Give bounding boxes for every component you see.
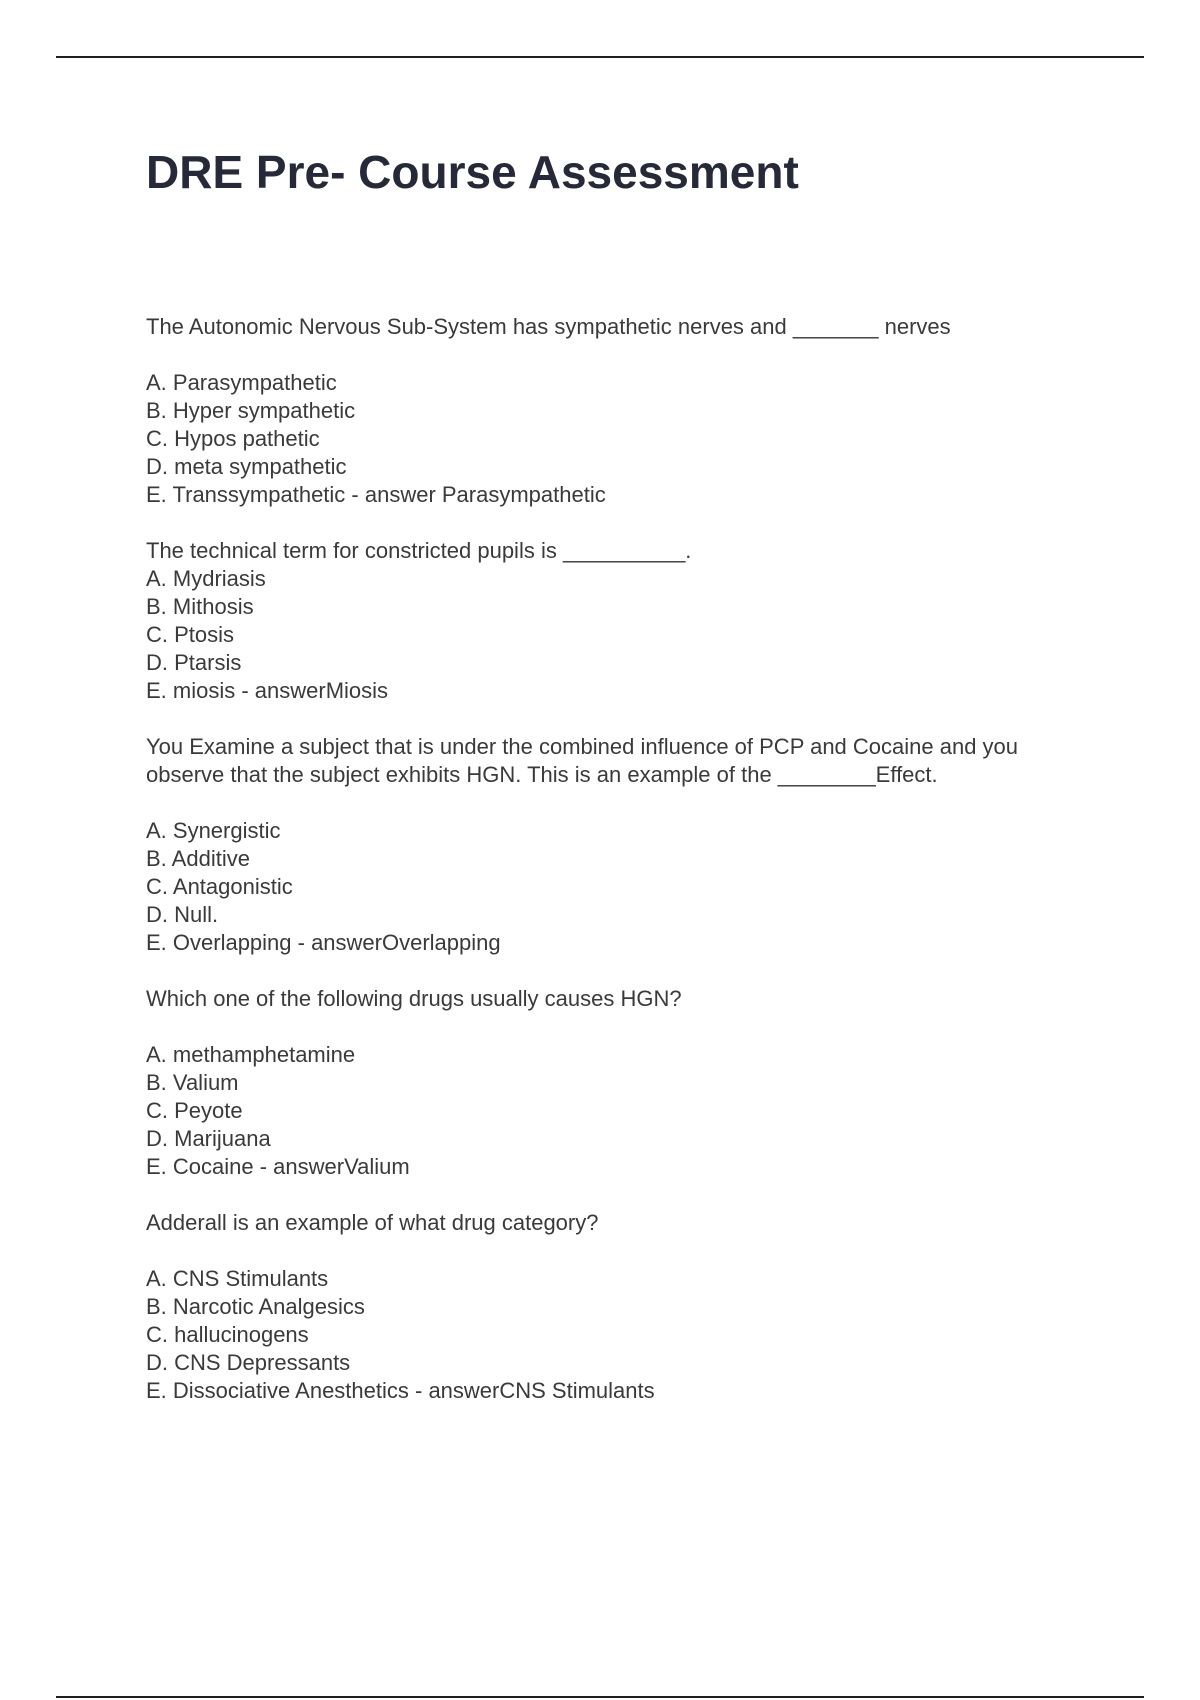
question-block [146, 313, 1086, 509]
question-block [146, 985, 1086, 1181]
question-block [146, 733, 1086, 957]
option-b: B. Additive [146, 846, 250, 871]
question-block [146, 1209, 1086, 1405]
option-e-with-answer: E. Overlapping - answerOverlapping [146, 930, 501, 955]
option-list [146, 1041, 1086, 1181]
spacer [146, 1013, 1086, 1041]
option-e-with-answer: E. miosis - answerMiosis [146, 678, 389, 703]
option-d: D. Marijuana [146, 1126, 271, 1151]
option-list [146, 565, 1086, 705]
option-a: A. methamphetamine [146, 1042, 356, 1067]
option-c: C. Ptosis [146, 622, 235, 647]
option-c: C. Antagonistic [146, 874, 293, 899]
spacer [146, 341, 1086, 369]
option-b: B. Valium [146, 1070, 239, 1095]
question-list [146, 313, 1086, 1433]
option-e-with-answer: E. Dissociative Anesthetics - answerCNS Stimulants [146, 1378, 655, 1403]
question-text: Adderall is an example of what drug category? [146, 1210, 599, 1235]
option-list [146, 369, 1086, 509]
option-b: B. Narcotic Analgesics [146, 1294, 365, 1319]
option-a: A. Synergistic [146, 818, 281, 843]
document-title: DRE Pre- Course Assessment [146, 146, 799, 198]
option-d: D. meta sympathetic [146, 454, 347, 479]
option-list [146, 1265, 1086, 1405]
option-list [146, 817, 1086, 957]
option-e-with-answer: E. Cocaine - answerValium [146, 1154, 410, 1179]
spacer [146, 789, 1086, 817]
question-text: You Examine a subject that is under the combined influence of PCP and Cocaine and you observe that the subject exhibits HGN. This is an example of the ________Effect. [146, 734, 1019, 787]
bottom-rule [56, 1696, 1144, 1698]
option-a: A. Parasympathetic [146, 370, 337, 395]
option-c: C. hallucinogens [146, 1322, 309, 1347]
option-d: D. Ptarsis [146, 650, 242, 675]
option-d: D. Null. [146, 902, 219, 927]
question-text: The technical term for constricted pupils is __________. [146, 538, 692, 563]
option-e-with-answer: E. Transsympathetic - answer Parasympathetic [146, 482, 606, 507]
option-a: A. Mydriasis [146, 566, 266, 591]
question-text: Which one of the following drugs usually causes HGN? [146, 986, 682, 1011]
question-text: The Autonomic Nervous Sub-System has sympathetic nerves and _______ nerves [146, 314, 951, 339]
top-rule [56, 56, 1144, 58]
option-a: A. CNS Stimulants [146, 1266, 329, 1291]
option-c: C. Hypos pathetic [146, 426, 320, 451]
option-d: D. CNS Depressants [146, 1350, 351, 1375]
spacer [146, 1237, 1086, 1265]
option-b: B. Mithosis [146, 594, 254, 619]
question-block [146, 537, 1086, 705]
option-b: B. Hyper sympathetic [146, 398, 356, 423]
option-c: C. Peyote [146, 1098, 243, 1123]
